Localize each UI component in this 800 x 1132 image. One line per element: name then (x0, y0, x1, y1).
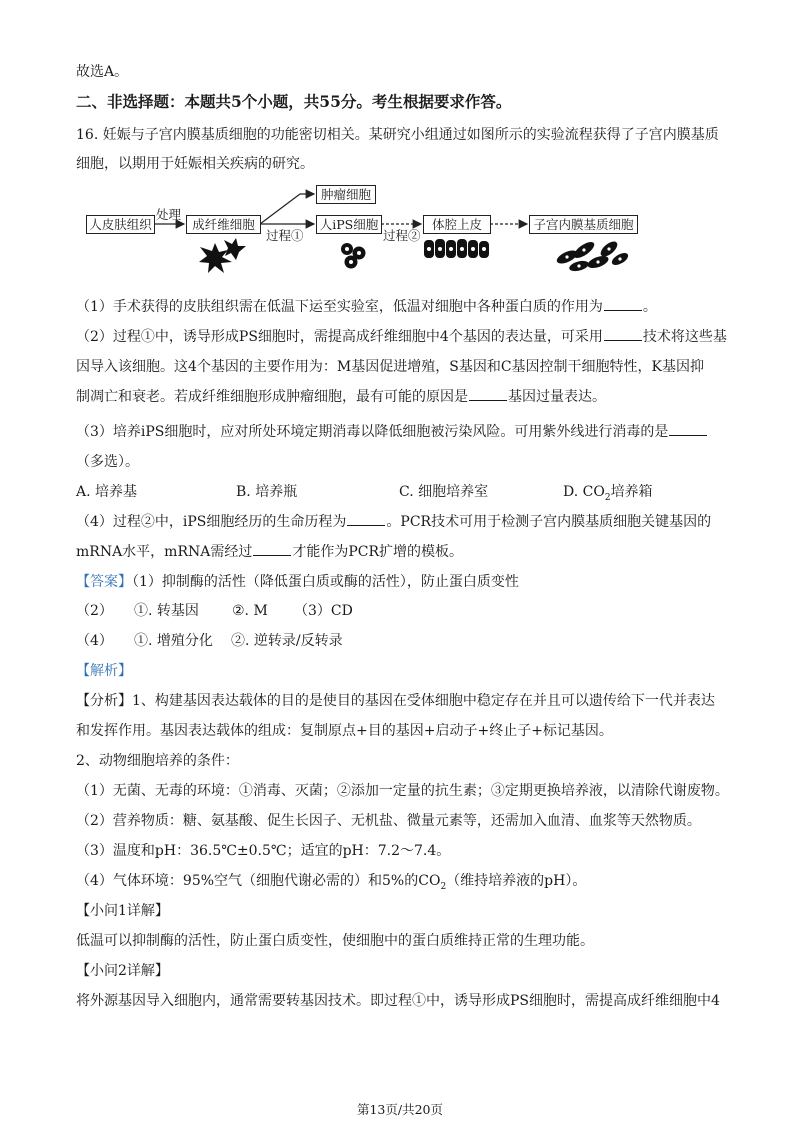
label-process-1: 过程① (266, 228, 304, 243)
answer-2-part1: ①. 转基因 (134, 603, 199, 619)
page-number: 第13页/共20页 (356, 1102, 444, 1117)
question-intro-line2: 细胞，以期用于妊娠相关疾病的研究。 (76, 156, 314, 172)
analysis-line7: （4）气体环境：95%空气（细胞代谢必需的）和5%的$CO_2$（维持培养液的pH）。 (76, 873, 587, 892)
arrow-fibro-to-tumor (260, 194, 314, 224)
option-c: C. 细胞培养室 (399, 484, 489, 500)
blank-4a (347, 513, 385, 526)
label-treatment: 处理 (156, 207, 182, 222)
analysis-tag: 【解析】 (76, 663, 132, 679)
option-b: B. 培养瓶 (236, 484, 298, 500)
previous-answer-conclusion: 故选A。 (76, 64, 129, 80)
box-endometrial-stromal-cell: 子宫内膜基质细胞 (529, 215, 638, 234)
answer-line2: （2） (76, 603, 113, 619)
analysis-line2: 和发挥作用。基因表达载体的组成：复制原点+目的基因+启动子+终止子+标记基因。 (76, 723, 613, 739)
question-3-line2: （多选）。 (76, 454, 139, 470)
question-4-line2: mRNA水平，mRNA需经过 才能作为PCR扩增的模板。 (76, 544, 464, 560)
answer-4-part1: ①. 增殖分化 (134, 633, 213, 649)
answer-2-part2: ②. M (232, 603, 268, 619)
question-2-line3: 制凋亡和衰老。若成纤维细胞形成肿瘤细胞，最有可能的原因是 基因过量表达。 (76, 389, 606, 405)
blank-3 (669, 423, 707, 436)
box-coelomic-epithelium: 体腔上皮 (423, 215, 491, 234)
analysis-line4: （1）无菌、无毒的环境：①消毒、灭菌；②添加一定量的抗生素；③定期更换培养液，以清除代谢废物。 (76, 783, 729, 799)
stromal-cells-drawing (555, 239, 630, 273)
section-title: 二、非选择题：本题共5个小题，共55分。考生根据要求作答。 (76, 92, 512, 111)
option-d: D. $CO_2$培养箱 (563, 484, 653, 503)
question-2-line1: （2）过程①中，诱导形成PS细胞时，需提高成纤维细胞中4个基因的表达量，可采用 技术将这些基 (76, 329, 727, 345)
analysis-line6: （3）温度和pH：36.5℃±0.5℃；适宜的pH：7.2～7.4。 (76, 843, 451, 859)
analysis-line1: 【分析】1、构建基因表达载体的目的是使目的基因在受体细胞中稳定存在并且可以遗传给下一代并表达 (76, 693, 715, 709)
diagram-arrows-and-cells (0, 0, 800, 300)
blank-2a (604, 328, 642, 341)
box-tumor-cell: 肿瘤细胞 (316, 185, 376, 204)
epithelium-cells-drawing (424, 239, 489, 258)
box-fibroblast: 成纤维细胞 (186, 215, 261, 234)
label-process-2: 过程② (383, 228, 421, 243)
box-skin-tissue: 人皮肤组织 (86, 215, 155, 234)
question-4-line1: （4）过程②中，iPS细胞经历的生命历程为 。PCR技术可用于检测子宫内膜基质细胞关键基因的 (76, 514, 712, 530)
blank-2b (469, 388, 507, 401)
question-intro-line1: 16. 妊娠与子宫内膜基质细胞的功能密切相关。某研究小组通过如图所示的实验流程获得了子宫内膜基质 (76, 127, 719, 143)
sub-question-1-title: 【小问1详解】 (76, 903, 169, 919)
question-1: （1）手术获得的皮肤组织需在低温下运至实验室，低温对细胞中各种蛋白质的作用为 。 (76, 299, 657, 315)
sub-question-1-text: 低温可以抑制酶的活性，防止蛋白质变性，使细胞中的蛋白质维持正常的生理功能。 (76, 933, 594, 949)
answer-tag: 【答案】 (76, 574, 132, 590)
answer-line1: 【答案】（1）抑制酶的活性（降低蛋白质或酶的活性），防止蛋白质变性 (76, 574, 519, 590)
option-a: A. 培养基 (76, 484, 138, 500)
question-3-line1: （3）培养iPS细胞时，应对所处环境定期消毒以降低细胞被污染风险。可用紫外线进行消毒的是 (76, 423, 708, 441)
fibroblast-cells-drawing (199, 238, 246, 273)
answer-line3: （4） (76, 633, 113, 649)
blank-1 (604, 298, 642, 311)
sub-question-2-title: 【小问2详解】 (76, 963, 169, 979)
answer-3: （3）CD (294, 603, 353, 619)
question-2-line2: 因导入该细胞。这4个基因的主要作用为：M基因促进增殖，S基因和C基因控制干细胞特性，K基因抑 (76, 359, 705, 375)
box-ips-cell: 人iPS细胞 (316, 215, 382, 234)
analysis-line5: （2）营养物质：糖、氨基酸、促生长因子、无机盐、微量元素等，还需加入血清、血浆等天然物质。 (76, 813, 701, 829)
answer-4-part2: ②. 逆转录/反转录 (231, 633, 343, 649)
blank-4b (253, 543, 291, 556)
sub-question-2-text: 将外源基因导入细胞内，通常需要转基因技术。即过程①中，诱导形成PS细胞时，需提高成纤维细胞中4 (76, 993, 720, 1009)
analysis-line3: 2、动物细胞培养的条件： (76, 753, 239, 769)
ips-cells-drawing (341, 243, 366, 269)
